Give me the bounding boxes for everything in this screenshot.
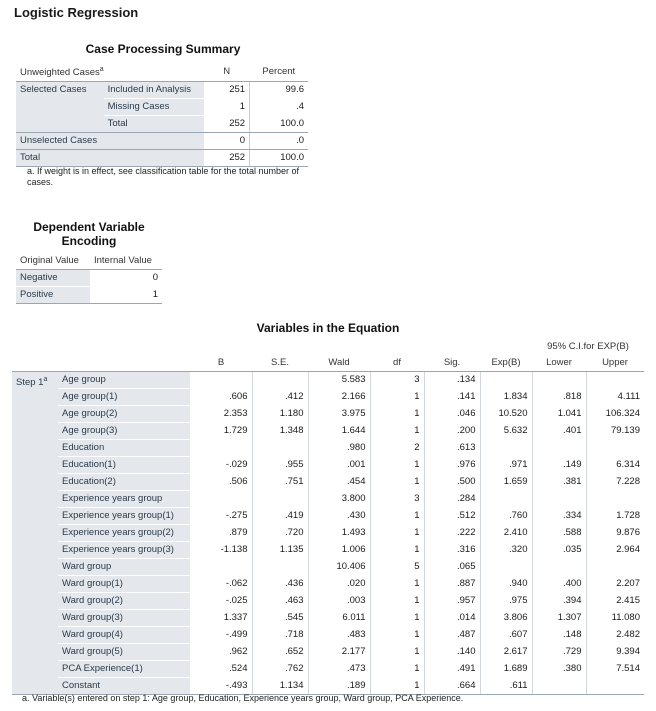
cell-percent: 100.0 <box>250 116 308 133</box>
cell-wald: .189 <box>308 678 370 695</box>
equation-footnote: a. Variable(s) entered on step 1: Age group, Education, Experience years group, Ward group, PCA Experience. <box>22 693 464 703</box>
cell-df: 1 <box>370 627 424 644</box>
table-row <box>12 440 644 457</box>
cell-lower: .035 <box>532 542 586 559</box>
col-header-original-value: Original Value <box>16 253 90 270</box>
table-row <box>12 525 644 542</box>
cell-df: 1 <box>370 661 424 678</box>
table-row <box>12 678 644 695</box>
cell-sig: .284 <box>424 491 480 508</box>
row-label: Ward group(3) <box>58 610 190 627</box>
col-header-wald: Wald <box>308 355 370 372</box>
row-label: Experience years group(1) <box>58 508 190 525</box>
cell-expb: .975 <box>480 593 532 610</box>
cell-df: 1 <box>370 610 424 627</box>
col-header-upper: Upper <box>586 355 644 372</box>
cell-wald: 1.006 <box>308 542 370 559</box>
cell-lower: .380 <box>532 661 586 678</box>
cell-expb: 1.689 <box>480 661 532 678</box>
cell-lower <box>532 372 586 389</box>
cell-expb: .320 <box>480 542 532 559</box>
cell-df: 1 <box>370 593 424 610</box>
cell-b <box>190 372 252 389</box>
row-label: Age group(3) <box>58 423 190 440</box>
cell-b: 1.337 <box>190 610 252 627</box>
cell-lower <box>532 491 586 508</box>
cell-upper: 9.876 <box>586 525 644 542</box>
cell-sig: .014 <box>424 610 480 627</box>
cell-lower: .148 <box>532 627 586 644</box>
table-row <box>12 593 644 610</box>
table-row <box>16 270 162 287</box>
cell-df: 1 <box>370 389 424 406</box>
table-row <box>16 150 308 167</box>
cell-df: 1 <box>370 457 424 474</box>
cell-se <box>252 491 308 508</box>
cell-se <box>252 559 308 576</box>
cell-lower: .149 <box>532 457 586 474</box>
col-header-se: S.E. <box>252 355 308 372</box>
cell-se <box>252 372 308 389</box>
cell-sig: .487 <box>424 627 480 644</box>
cell-wald: .980 <box>308 440 370 457</box>
cell-expb: 1.659 <box>480 474 532 491</box>
table-row <box>12 474 644 491</box>
cell-lower: .334 <box>532 508 586 525</box>
cell-b <box>190 440 252 457</box>
cell-df: 1 <box>370 525 424 542</box>
cell-sig: .957 <box>424 593 480 610</box>
cell-se: .720 <box>252 525 308 542</box>
cell-upper: 6.314 <box>586 457 644 474</box>
cell-upper: 2.207 <box>586 576 644 593</box>
cell-sig: .512 <box>424 508 480 525</box>
cell-df: 3 <box>370 491 424 508</box>
cell-upper: 79.139 <box>586 423 644 440</box>
cell-upper: 7.228 <box>586 474 644 491</box>
cell-wald: .003 <box>308 593 370 610</box>
cell-expb: 10.520 <box>480 406 532 423</box>
cell-internal-value: 1 <box>90 287 162 304</box>
cell-sig: .222 <box>424 525 480 542</box>
row-label: Education(1) <box>58 457 190 474</box>
cell-se: 1.135 <box>252 542 308 559</box>
table-row <box>16 287 162 304</box>
cell-wald: .483 <box>308 627 370 644</box>
cell-b: .879 <box>190 525 252 542</box>
cell-se: .419 <box>252 508 308 525</box>
cell-expb: .760 <box>480 508 532 525</box>
cell-b: 1.729 <box>190 423 252 440</box>
cell-lower <box>532 678 586 695</box>
cell-df: 1 <box>370 542 424 559</box>
cell-df: 1 <box>370 423 424 440</box>
cell-df: 1 <box>370 678 424 695</box>
table-row <box>16 82 308 99</box>
cell-expb: .940 <box>480 576 532 593</box>
row-label: Ward group(5) <box>58 644 190 661</box>
col-header-b: B <box>190 355 252 372</box>
cell-upper <box>586 678 644 695</box>
row-label: Ward group(1) <box>58 576 190 593</box>
cell-se: .652 <box>252 644 308 661</box>
dv-encoding-title <box>16 220 162 248</box>
cell-expb <box>480 372 532 389</box>
row-label: Experience years group(2) <box>58 525 190 542</box>
cell-expb: 2.410 <box>480 525 532 542</box>
equation-table <box>12 339 644 695</box>
cell-expb <box>480 491 532 508</box>
cell-sig: .491 <box>424 661 480 678</box>
cell-se: .463 <box>252 593 308 610</box>
row-label: Ward group(2) <box>58 593 190 610</box>
cell-b: -.062 <box>190 576 252 593</box>
cell-b: 2.353 <box>190 406 252 423</box>
cell-percent: .0 <box>250 133 308 150</box>
cell-sig: .141 <box>424 389 480 406</box>
cell-df: 1 <box>370 576 424 593</box>
row-group-label: Unselected Cases <box>16 133 204 150</box>
equation-table-body <box>12 372 644 695</box>
cell-b: .506 <box>190 474 252 491</box>
cell-b: .606 <box>190 389 252 406</box>
cell-n: 252 <box>204 116 250 133</box>
cell-sig: .500 <box>424 474 480 491</box>
cell-internal-value: 0 <box>90 270 162 287</box>
cell-df: 1 <box>370 508 424 525</box>
cell-wald: 6.011 <box>308 610 370 627</box>
cell-wald: 1.644 <box>308 423 370 440</box>
table-row <box>16 99 308 116</box>
case-summary-header-label: Unweighted Cases$^a$ <box>16 62 204 82</box>
cell-df: 1 <box>370 644 424 661</box>
cell-sig: .200 <box>424 423 480 440</box>
cell-df: 1 <box>370 406 424 423</box>
cell-upper: 9.394 <box>586 644 644 661</box>
cell-df: 1 <box>370 474 424 491</box>
table-row <box>12 542 644 559</box>
cell-wald: .454 <box>308 474 370 491</box>
row-label: Age group <box>58 372 190 389</box>
dv-encoding-title-line2: Encoding <box>61 234 117 248</box>
cell-sig: .664 <box>424 678 480 695</box>
cell-sig: .140 <box>424 644 480 661</box>
cell-se: .718 <box>252 627 308 644</box>
cell-b: -.493 <box>190 678 252 695</box>
col-header-df: df <box>370 355 424 372</box>
cell-sig: .134 <box>424 372 480 389</box>
cell-n: 1 <box>204 99 250 116</box>
step-label: Step 1$^a$ <box>12 372 58 695</box>
row-sub-label: Total <box>104 116 204 133</box>
cell-wald: .020 <box>308 576 370 593</box>
cell-percent: .4 <box>250 99 308 116</box>
row-label: Negative <box>16 270 90 287</box>
cell-percent: 99.6 <box>250 82 308 99</box>
cell-se: .955 <box>252 457 308 474</box>
row-label: Education <box>58 440 190 457</box>
cell-b: -.029 <box>190 457 252 474</box>
table-row <box>12 508 644 525</box>
dv-encoding-table <box>16 253 162 304</box>
cell-wald: .001 <box>308 457 370 474</box>
cell-lower: .381 <box>532 474 586 491</box>
cell-b: .524 <box>190 661 252 678</box>
case-summary-title: Case Processing Summary <box>85 42 241 56</box>
cell-se: .436 <box>252 576 308 593</box>
cell-sig: .316 <box>424 542 480 559</box>
cell-b: -.499 <box>190 627 252 644</box>
row-label: PCA Experience(1) <box>58 661 190 678</box>
cell-percent: 100.0 <box>250 150 308 167</box>
cell-wald: 1.493 <box>308 525 370 542</box>
row-label: Experience years group(3) <box>58 542 190 559</box>
cell-wald: 10.406 <box>308 559 370 576</box>
table-row <box>16 133 308 150</box>
row-label: Ward group(4) <box>58 627 190 644</box>
cell-upper: 106.324 <box>586 406 644 423</box>
row-label: Constant <box>58 678 190 695</box>
cell-b: -.275 <box>190 508 252 525</box>
cell-lower: .401 <box>532 423 586 440</box>
cell-expb <box>480 440 532 457</box>
table-row <box>12 644 644 661</box>
cell-sig: .613 <box>424 440 480 457</box>
cell-wald: 3.800 <box>308 491 370 508</box>
cell-b <box>190 491 252 508</box>
cell-df: 3 <box>370 372 424 389</box>
cell-b: .962 <box>190 644 252 661</box>
dv-encoding-title-line1: Dependent Variable <box>33 220 145 234</box>
table-row <box>12 661 644 678</box>
cell-expb: 3.806 <box>480 610 532 627</box>
cell-sig: .065 <box>424 559 480 576</box>
cell-se: .751 <box>252 474 308 491</box>
cell-upper: 4.111 <box>586 389 644 406</box>
cell-b: -.025 <box>190 593 252 610</box>
cell-se: .545 <box>252 610 308 627</box>
table-row <box>12 491 644 508</box>
cell-expb: .971 <box>480 457 532 474</box>
table-row <box>12 389 644 406</box>
cell-expb: 1.834 <box>480 389 532 406</box>
cell-upper <box>586 372 644 389</box>
cell-n: 252 <box>204 150 250 167</box>
row-label: Ward group <box>58 559 190 576</box>
cell-se <box>252 440 308 457</box>
case-summary-table <box>16 62 308 167</box>
table-row <box>12 559 644 576</box>
cell-wald: 2.177 <box>308 644 370 661</box>
equation-header-row-1 <box>12 339 644 355</box>
col-header-expb: Exp(B) <box>480 355 532 372</box>
cell-se: 1.180 <box>252 406 308 423</box>
row-group-label: Total <box>16 150 204 167</box>
cell-wald: .473 <box>308 661 370 678</box>
cell-upper <box>586 440 644 457</box>
col-header-internal-value: Internal Value <box>90 253 162 270</box>
col-header-sig: Sig. <box>424 355 480 372</box>
cell-n: 251 <box>204 82 250 99</box>
cell-upper: 11.080 <box>586 610 644 627</box>
dv-encoding-header-row <box>16 253 162 270</box>
cell-df: 5 <box>370 559 424 576</box>
cell-wald: 2.166 <box>308 389 370 406</box>
page-title: Logistic Regression <box>14 5 139 20</box>
cell-expb: 2.617 <box>480 644 532 661</box>
col-header-n: N <box>204 62 250 82</box>
row-sub-label: Included in Analysis <box>104 82 204 99</box>
cell-se: .762 <box>252 661 308 678</box>
cell-upper: 2.415 <box>586 593 644 610</box>
row-label: Education(2) <box>58 474 190 491</box>
cell-expb: .611 <box>480 678 532 695</box>
cell-lower: 1.307 <box>532 610 586 627</box>
table-row <box>12 372 644 389</box>
cell-sig: .887 <box>424 576 480 593</box>
cell-upper: 7.514 <box>586 661 644 678</box>
cell-se: 1.134 <box>252 678 308 695</box>
cell-se: .412 <box>252 389 308 406</box>
cell-df: 2 <box>370 440 424 457</box>
row-label: Age group(1) <box>58 389 190 406</box>
cell-wald: .430 <box>308 508 370 525</box>
cell-upper <box>586 559 644 576</box>
equation-header-row-2 <box>12 355 644 372</box>
cell-expb: 5.632 <box>480 423 532 440</box>
case-summary-footnote: a. If weight is in effect, see classification table for the total number of cases. <box>27 166 299 187</box>
table-row <box>12 576 644 593</box>
row-label: Experience years group <box>58 491 190 508</box>
cell-sig: .976 <box>424 457 480 474</box>
row-label: Positive <box>16 287 90 304</box>
cell-b: -1.138 <box>190 542 252 559</box>
cell-n: 0 <box>204 133 250 150</box>
row-sub-label: Missing Cases <box>104 99 204 116</box>
table-row <box>12 610 644 627</box>
cell-lower <box>532 559 586 576</box>
cell-lower: .729 <box>532 644 586 661</box>
cell-b <box>190 559 252 576</box>
cell-expb: .607 <box>480 627 532 644</box>
table-row <box>12 406 644 423</box>
cell-wald: 3.975 <box>308 406 370 423</box>
row-group-label <box>16 99 104 116</box>
cell-lower: .400 <box>532 576 586 593</box>
cell-upper: 2.482 <box>586 627 644 644</box>
ci-header: 95% C.I.for EXP(B) <box>547 341 629 352</box>
cell-upper: 2.964 <box>586 542 644 559</box>
cell-lower: .394 <box>532 593 586 610</box>
row-group-label <box>16 116 104 133</box>
cell-expb <box>480 559 532 576</box>
table-row <box>12 457 644 474</box>
cell-se: 1.348 <box>252 423 308 440</box>
row-group-label: Selected Cases <box>16 82 104 99</box>
case-summary-header-row <box>16 62 308 82</box>
table-row <box>16 116 308 133</box>
cell-wald: 5.583 <box>308 372 370 389</box>
cell-lower <box>532 440 586 457</box>
cell-lower: .588 <box>532 525 586 542</box>
row-label: Age group(2) <box>58 406 190 423</box>
cell-lower: .818 <box>532 389 586 406</box>
cell-upper <box>586 491 644 508</box>
cell-lower: 1.041 <box>532 406 586 423</box>
cell-sig: .046 <box>424 406 480 423</box>
col-header-lower: Lower <box>532 355 586 372</box>
col-header-percent: Percent <box>250 62 308 82</box>
cell-upper: 1.728 <box>586 508 644 525</box>
table-row <box>12 423 644 440</box>
table-row <box>12 627 644 644</box>
equation-title: Variables in the Equation <box>256 321 400 335</box>
